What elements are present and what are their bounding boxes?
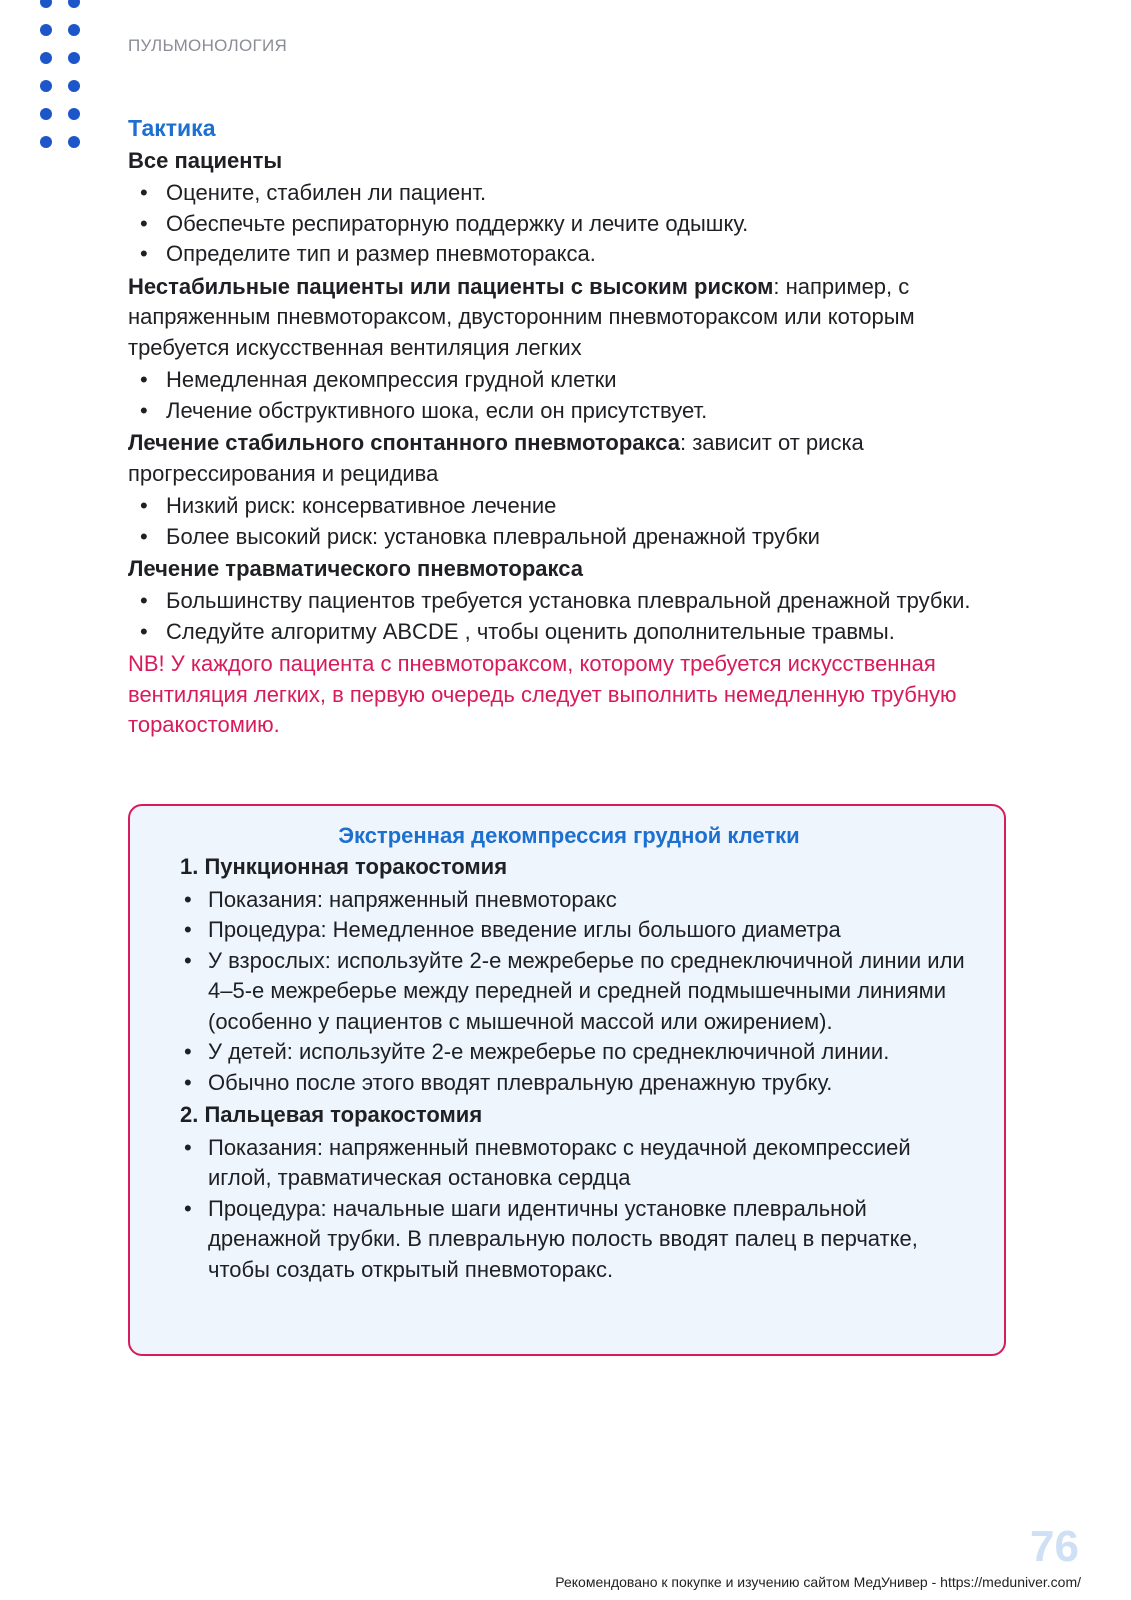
unstable-list — [128, 365, 1008, 426]
list-item: • Следуйте алгоритму ABCDE , чтобы оценить дополнительные травмы. — [128, 617, 1008, 648]
list-item: • У взрослых: используйте 2-е межреберье по среднеключичной линии или 4–5-е межреберье между передней и средней подмышечными линиями (особенно у пациентов с мышечной массой или ожирением). — [180, 946, 980, 1038]
list-item: • Обычно после этого вводят плевральную дренажную трубку. — [180, 1068, 980, 1099]
step2-list — [180, 1133, 980, 1286]
footer-credit: Рекомендовано к покупке и изучению сайтом МедУнивер - https://meduniver.com/ — [555, 1574, 1081, 1590]
traumatic-list — [128, 586, 1008, 647]
step1-list — [180, 885, 980, 1099]
list-item: • Процедура: начальные шаги идентичны установке плевральной дренажной трубки. В плевральную полость вводят палец в перчатке, чтобы создать открытый пневмоторакс. — [180, 1194, 980, 1286]
emergency-decompression-box — [128, 804, 1006, 1356]
step2-heading: 2. Пальцевая торакостомия — [180, 1102, 483, 1127]
unstable-paragraph — [128, 272, 1008, 364]
stable-rest: : зависит от риска прогрессирования и рецидива — [128, 430, 864, 486]
running-head: ПУЛЬМОНОЛОГИЯ — [128, 36, 288, 55]
list-item: • Обеспечьте респираторную поддержку и лечите одышку. — [128, 209, 1008, 240]
page-number: 76 — [1030, 1522, 1079, 1571]
list-item: • У детей: используйте 2-е межреберье по среднеключичной линии. — [180, 1037, 980, 1068]
list-item: • Большинству пациентов требуется установка плевральной дренажной трубки. — [128, 586, 1008, 617]
box-content — [180, 820, 980, 1287]
section-title: Тактика — [128, 115, 216, 141]
stable-bold: Лечение стабильного спонтанного пневмоторакса — [128, 430, 680, 455]
list-item: • Более высокий риск: установка плевральной дренажной трубки — [128, 522, 1008, 553]
unstable-bold: Нестабильные пациенты или пациенты с высоким риском — [128, 273, 774, 299]
list-item: • Немедленная декомпрессия грудной клетки — [128, 365, 1008, 396]
list-item: • Показания: напряженный пневмоторакс — [180, 885, 980, 916]
stable-paragraph — [128, 428, 1008, 489]
list-item: • Показания: напряженный пневмоторакс с неудачной декомпрессией иглой, травматическая остановка сердца — [180, 1133, 980, 1194]
unstable-rest: : например, с напряженным пневмотораксом, двусторонним пневмотораксом или которым требуется искусственная вентиляция легких — [128, 273, 915, 360]
list-item: • Определите тип и размер пневмоторакса. — [128, 239, 1008, 270]
list-item: • Лечение обструктивного шока, если он присутствует. — [128, 396, 1008, 427]
main-content — [128, 112, 1008, 741]
traumatic-heading: Лечение травматического пневмоторакса — [128, 556, 584, 581]
stable-list — [128, 491, 1008, 552]
list-item: • Процедура: Немедленное введение иглы большого диаметра — [180, 915, 980, 946]
step1-heading: 1. Пункционная торакостомия — [180, 854, 508, 879]
list-item: • Оцените, стабилен ли пациент. — [128, 178, 1008, 209]
all-patients-list — [128, 178, 1008, 270]
nb-note: NB! У каждого пациента с пневмотораксом, которому требуется искусственная вентиляция легких, в первую очередь следует выполнить немедленную трубную торакостомию. — [128, 651, 957, 737]
list-item: • Низкий риск: консервативное лечение — [128, 491, 1008, 522]
all-patients-heading: Все пациенты — [128, 148, 283, 173]
box-title: Экстренная декомпрессия грудной клетки — [338, 823, 800, 848]
